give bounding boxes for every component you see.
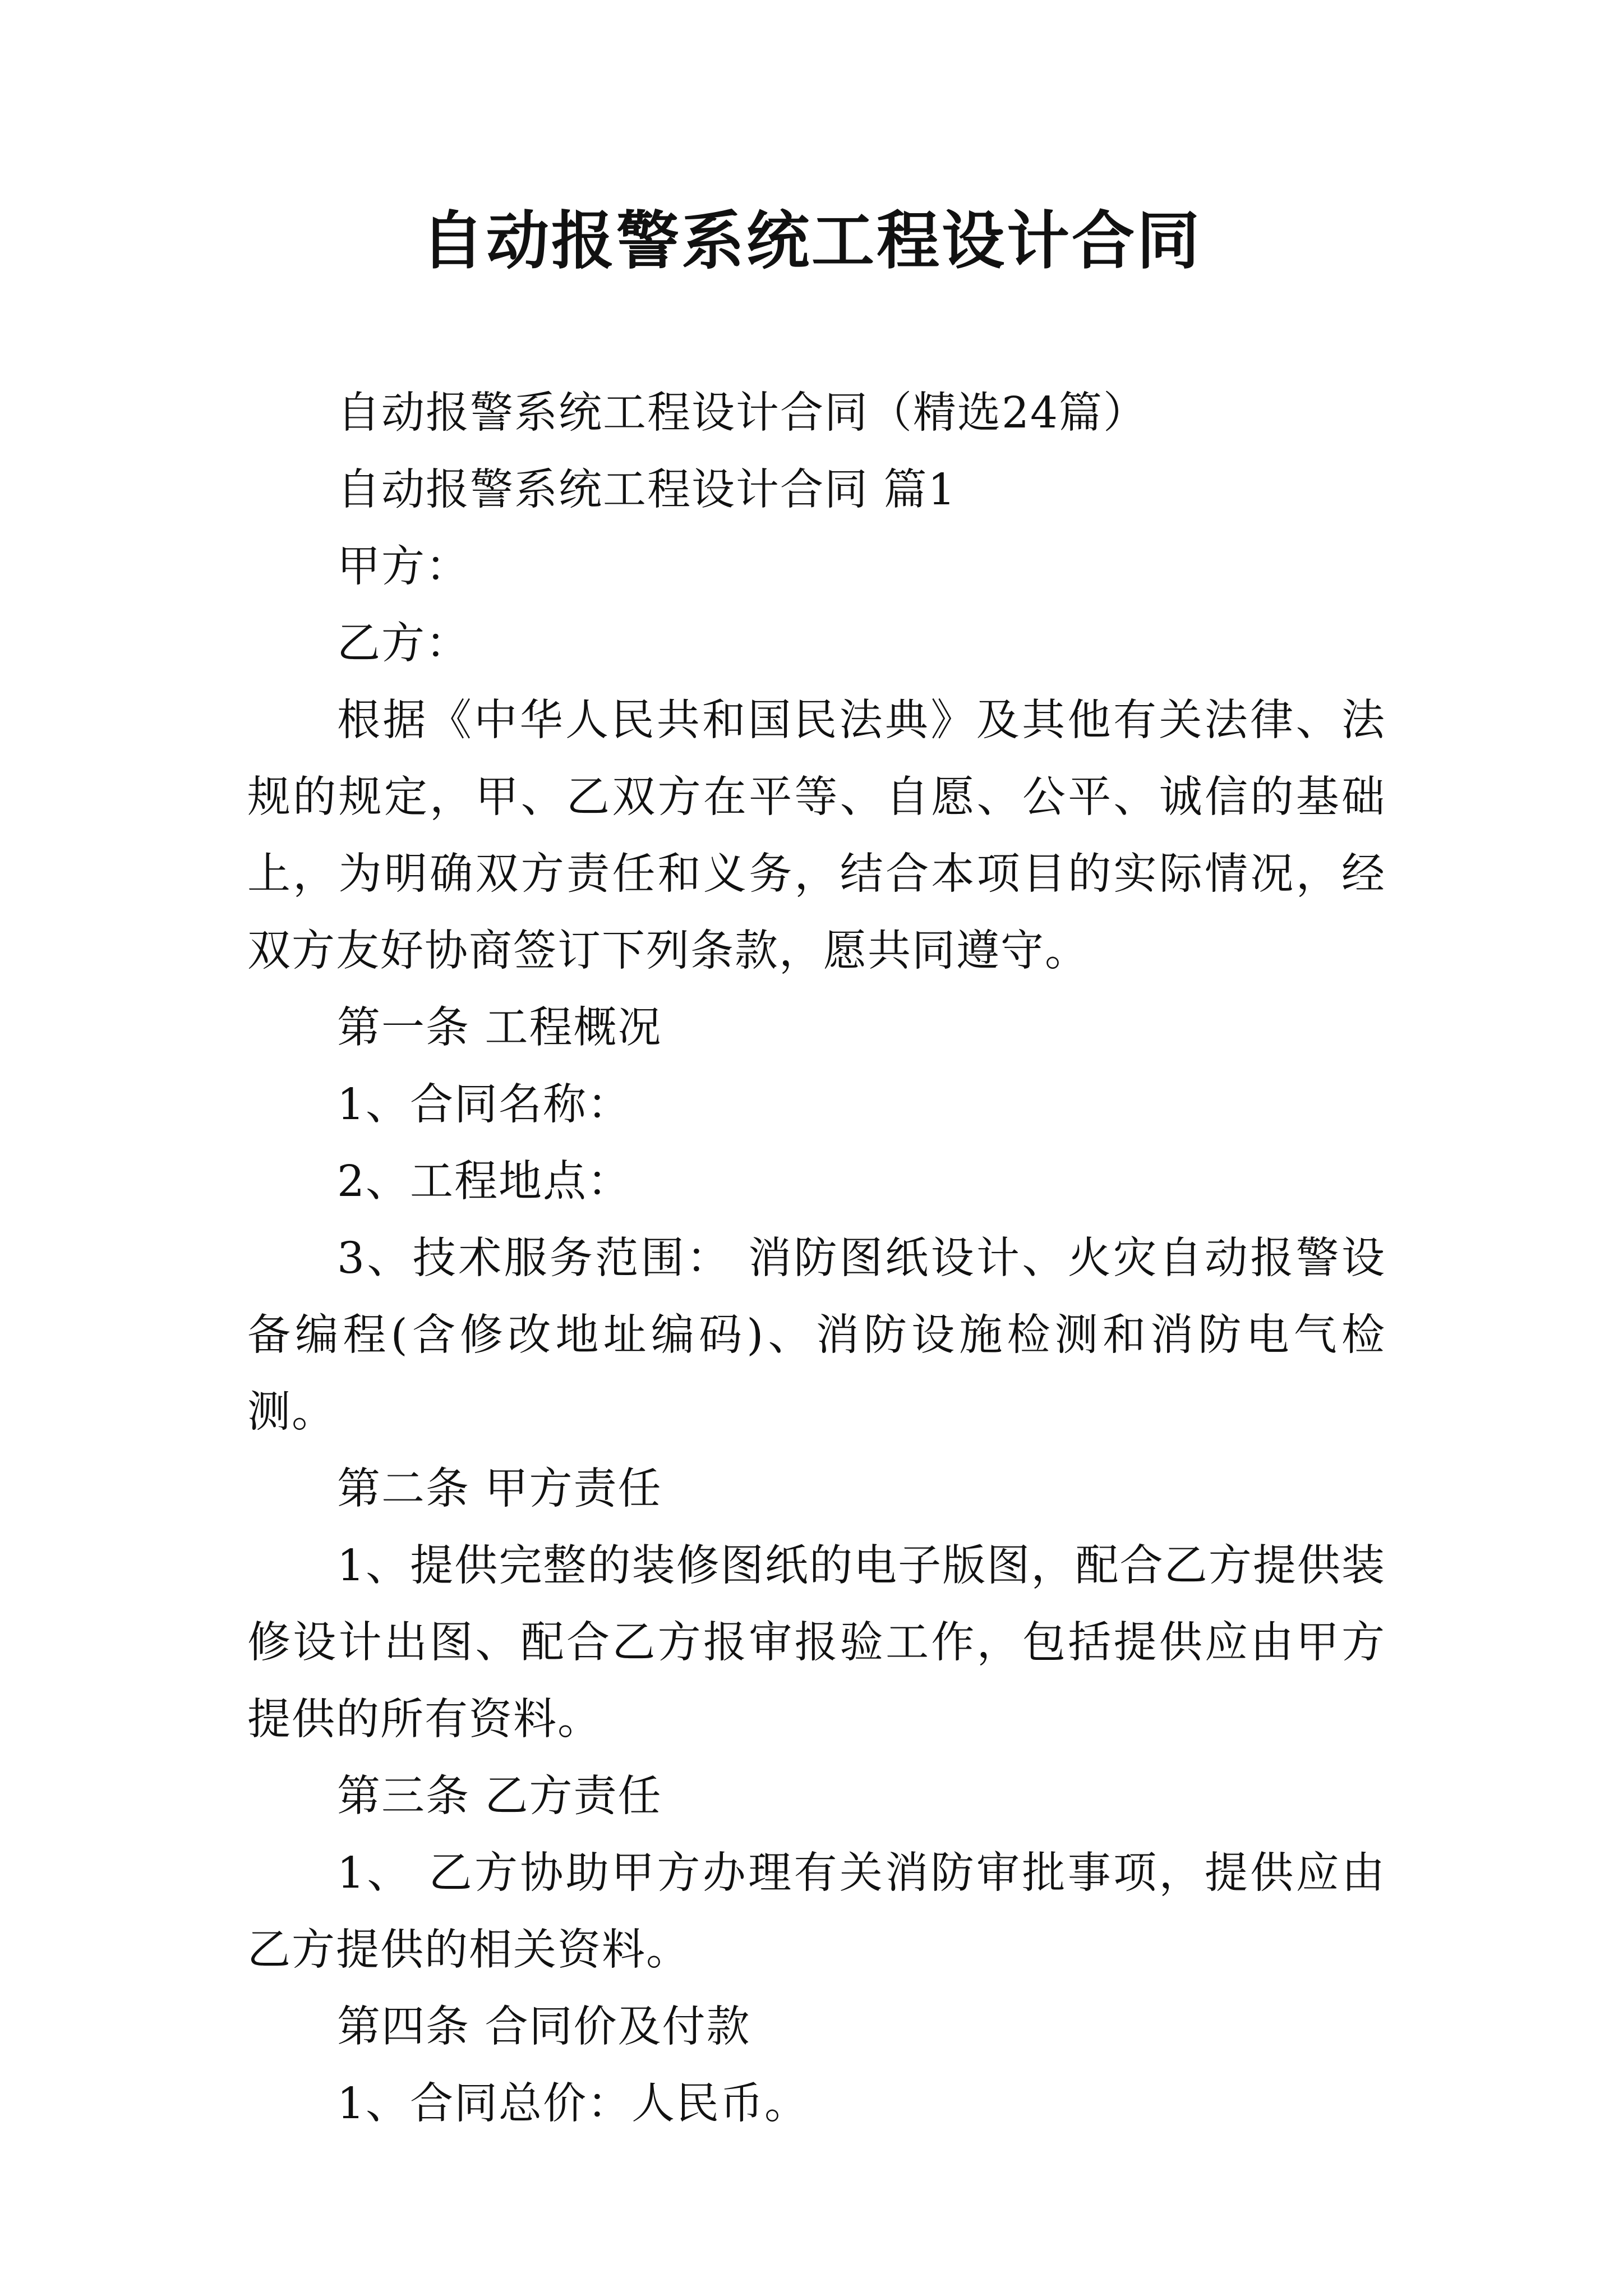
- article-2-heading: 第二条 甲方责任: [337, 1464, 662, 1514]
- preamble-paragraph: 根据《中华人民共和国民法典》及其他有关法律、法规的规定，甲、乙双方在平等、自愿、公平、诚信的基础上，为明确双方责任和义务，结合本项目的实际情况，经双方友好协商签订下列条款，愿共同遵守。: [247, 696, 1386, 976]
- article-4-heading: 第四条 合同价及付款: [337, 2002, 751, 2052]
- document-body: [247, 375, 1386, 2142]
- document-subtitle: 自动报警系统工程设计合同（精选24篇）: [337, 388, 1147, 438]
- party-a-line: 甲方：: [337, 542, 470, 592]
- article-1-item-3: 3、技术服务范围： 消防图纸设计、火灾自动报警设备编程(含修改地址编码)、消防设施检测和消防电气检测。: [247, 1234, 1386, 1437]
- section-heading: 自动报警系统工程设计合同 篇1: [337, 465, 957, 515]
- article-1-heading: 第一条 工程概况: [337, 1003, 662, 1053]
- article-3-item-1: 1、 乙方协助甲方办理有关消防审批事项，提供应由乙方提供的相关资料。: [247, 1848, 1386, 1975]
- article-2-item-1: 1、提供完整的装修图纸的电子版图，配合乙方提供装修设计出图、配合乙方报审报验工作，包括提供应由甲方提供的所有资料。: [247, 1541, 1386, 1745]
- article-4-item-1: 1、合同总价：人民币。: [337, 2079, 809, 2129]
- article-1-item-1: 1、合同名称：: [337, 1080, 631, 1130]
- party-b-line: 乙方：: [337, 619, 470, 669]
- article-3-heading: 第三条 乙方责任: [337, 1772, 662, 1821]
- document-title: 自动报警系统工程设计合同: [421, 204, 1202, 278]
- article-1-item-2: 2、工程地点：: [337, 1157, 631, 1207]
